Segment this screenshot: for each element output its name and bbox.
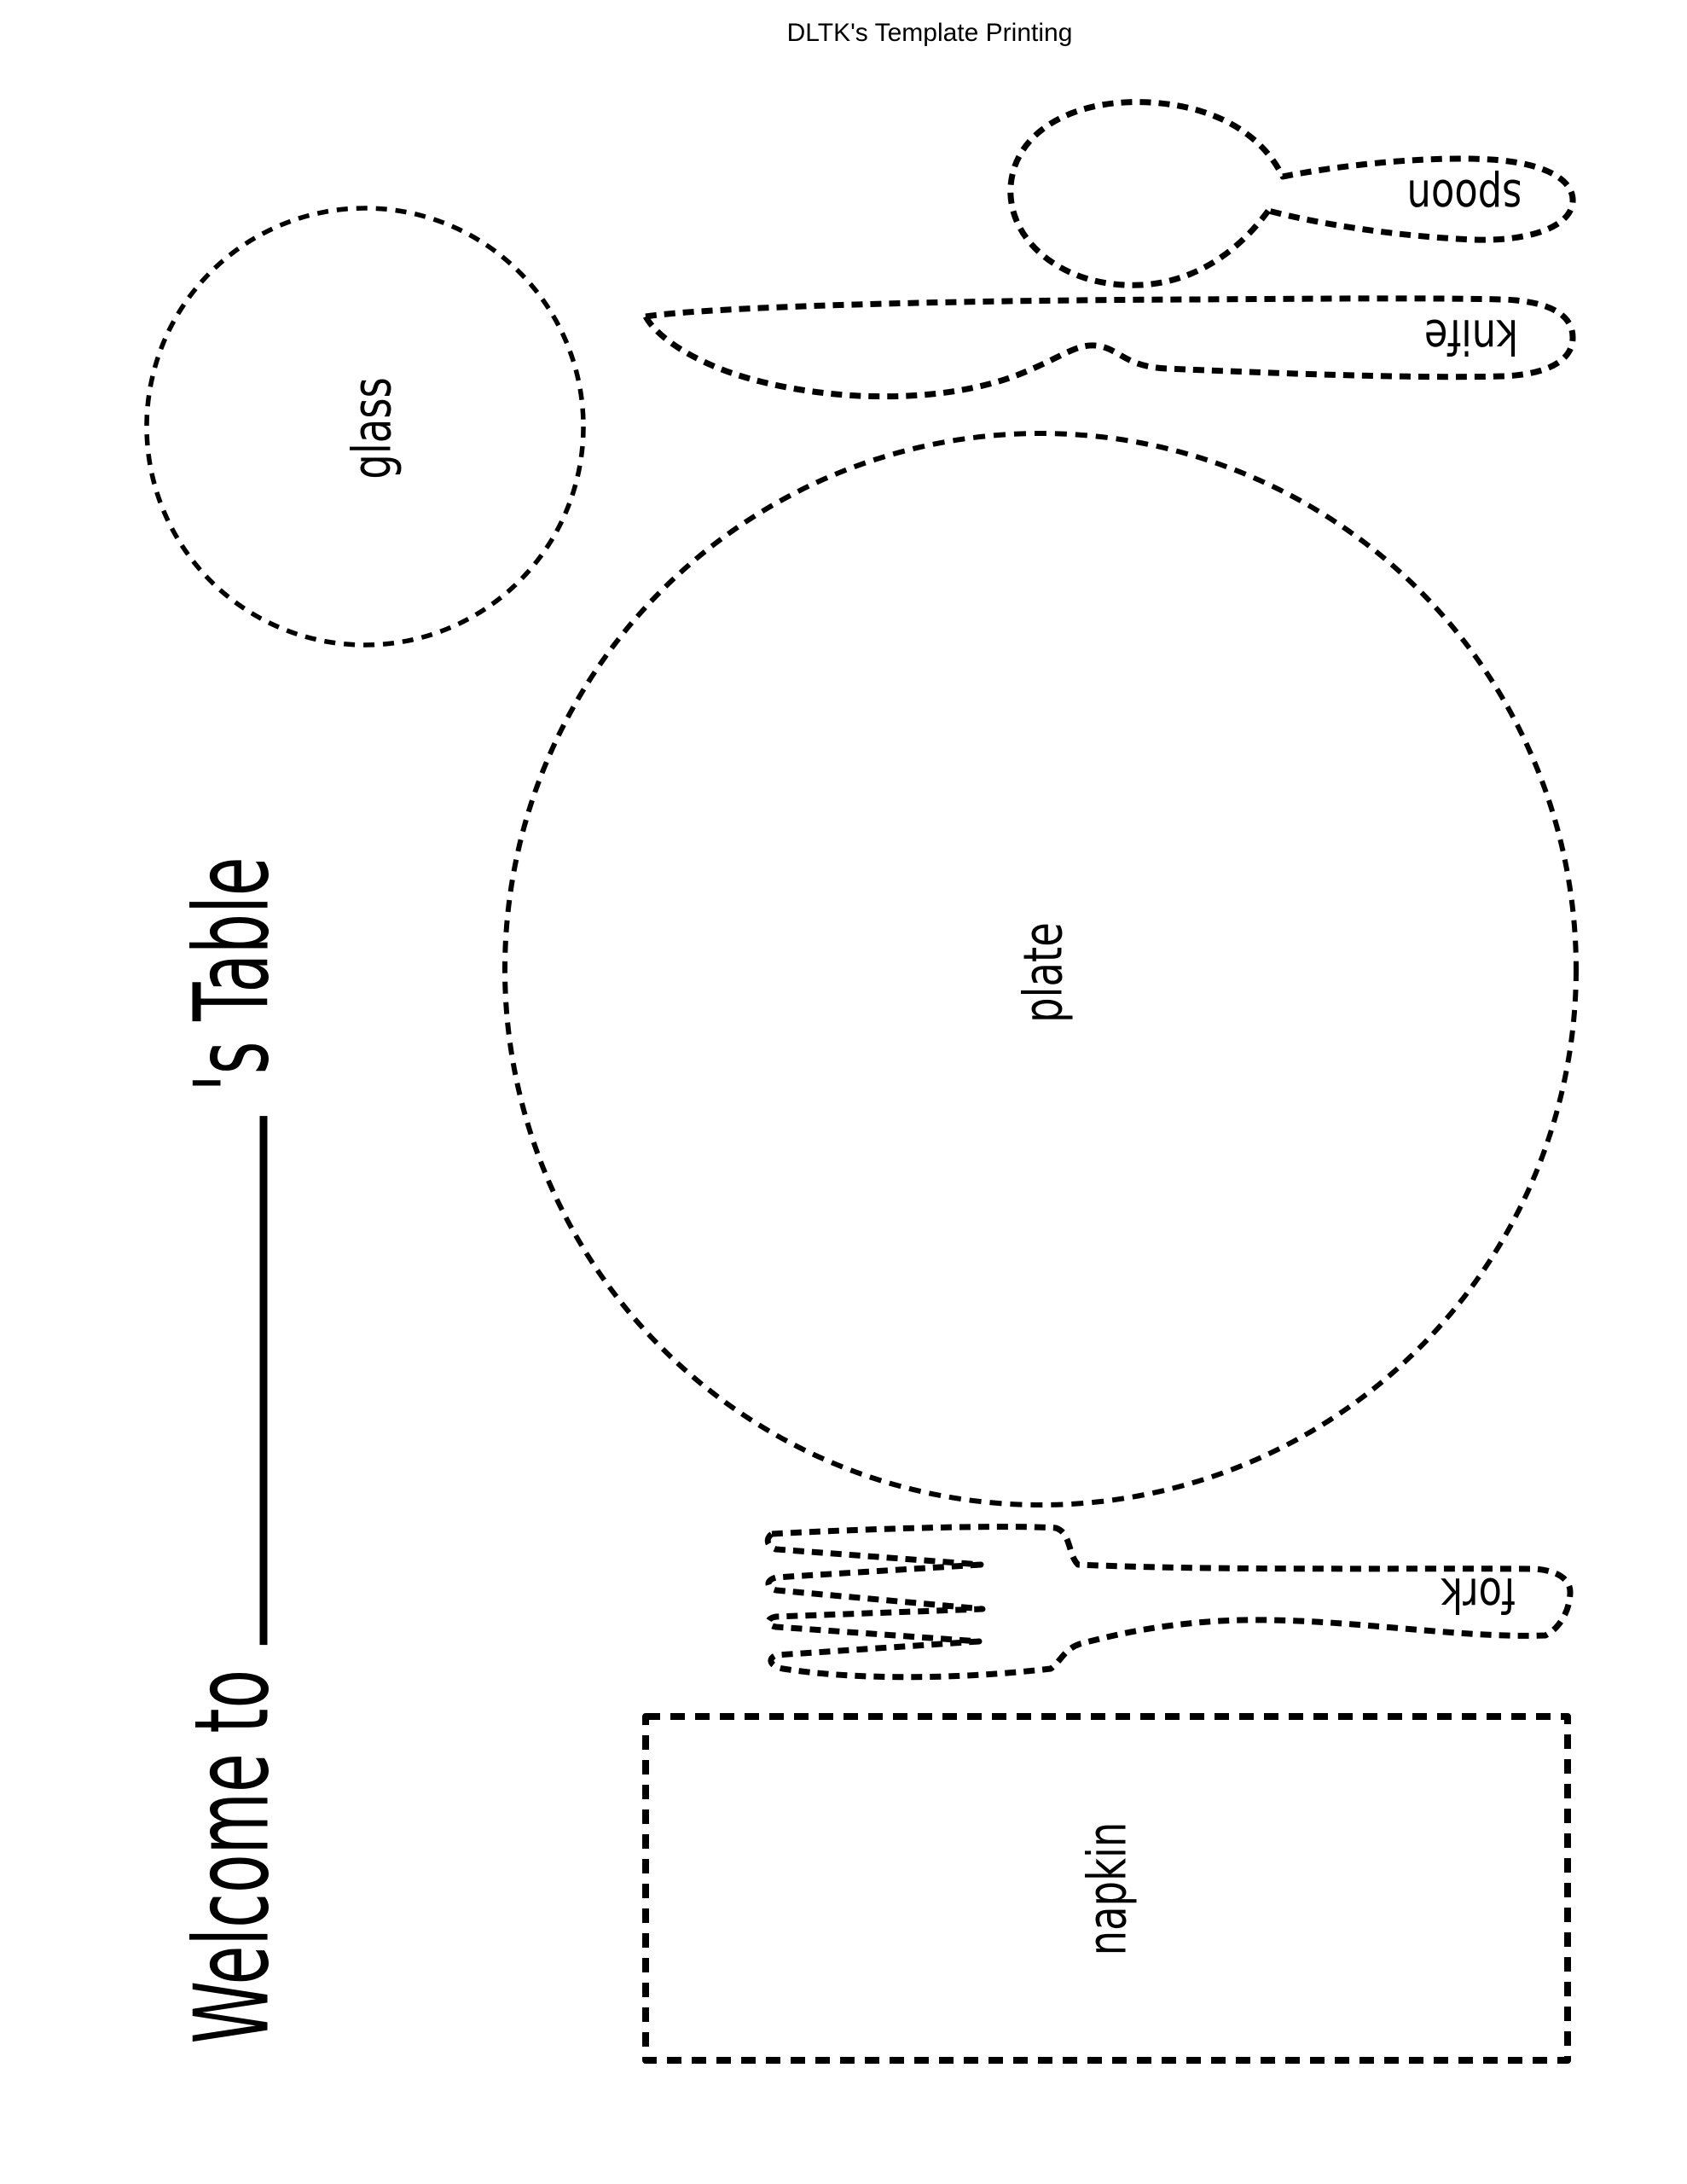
fork-label: fork (1441, 1566, 1516, 1623)
welcome-title-prefix: Welcome to (173, 1669, 293, 2044)
spoon-label: spoon (1406, 168, 1522, 224)
plate-label: plate (1012, 922, 1075, 1023)
welcome-title (174, 857, 293, 2043)
welcome-title-suffix: 's Table (173, 857, 293, 1092)
page-header-title: DLTK's Template Printing (786, 19, 1073, 47)
napkin-label: napkin (1075, 1821, 1139, 1956)
knife-label: knife (1423, 308, 1519, 364)
glass-label: glass (340, 377, 403, 479)
name-blank-line (188, 1116, 268, 1645)
